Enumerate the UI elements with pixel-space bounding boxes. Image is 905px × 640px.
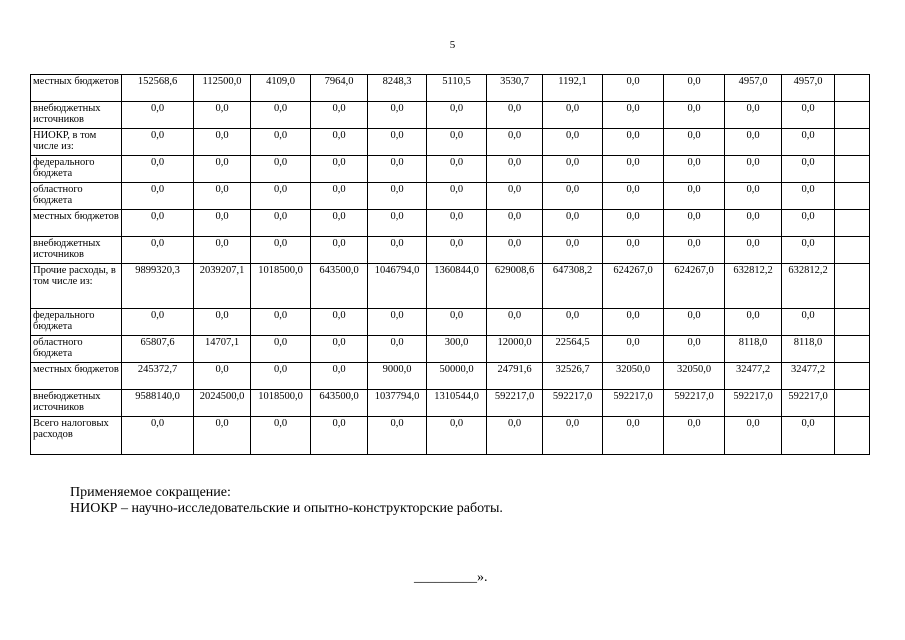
table-row: [31, 417, 870, 455]
table-cell: 0,0: [311, 156, 368, 183]
table-cell: 0,0: [664, 183, 725, 210]
table-cell: 0,0: [122, 210, 194, 237]
table-cell: 0,0: [311, 417, 368, 455]
table-cell: 0,0: [487, 309, 543, 336]
table-cell: 0,0: [251, 102, 311, 129]
table-cell: 592217,0: [603, 390, 664, 417]
table-cell: 0,0: [487, 183, 543, 210]
table-cell: 0,0: [368, 102, 427, 129]
table-row: [31, 75, 870, 102]
table-cell: 0,0: [664, 417, 725, 455]
table-row: [31, 309, 870, 336]
table-cell: 629008,6: [487, 264, 543, 309]
table-cell: 0,0: [487, 102, 543, 129]
table-cell: 0,0: [543, 156, 603, 183]
table-cell: 65807,6: [122, 336, 194, 363]
table-row: [31, 336, 870, 363]
table-cell: 624267,0: [603, 264, 664, 309]
table-cell: 24791,6: [487, 363, 543, 390]
row-label: федерального бюджета: [31, 309, 122, 336]
table-cell: 0,0: [311, 102, 368, 129]
table-cell: 0,0: [725, 210, 782, 237]
row-label: областного бюджета: [31, 183, 122, 210]
table-cell: 1360844,0: [427, 264, 487, 309]
table-cell: 0,0: [725, 417, 782, 455]
table-cell: 0,0: [664, 237, 725, 264]
table-cell: 647308,2: [543, 264, 603, 309]
empty-cell: [835, 129, 870, 156]
table-row: [31, 363, 870, 390]
table-cell: 5110,5: [427, 75, 487, 102]
table-cell: 0,0: [311, 309, 368, 336]
row-label: внебюджетных источников: [31, 102, 122, 129]
table-row: [31, 210, 870, 237]
empty-cell: [835, 237, 870, 264]
row-label: местных бюджетов: [31, 210, 122, 237]
table-cell: 9000,0: [368, 363, 427, 390]
table-cell: 1046794,0: [368, 264, 427, 309]
table-cell: 9588140,0: [122, 390, 194, 417]
empty-cell: [835, 336, 870, 363]
table-cell: 0,0: [251, 156, 311, 183]
table-cell: 2024500,0: [194, 390, 251, 417]
table-cell: 0,0: [194, 417, 251, 455]
table-cell: 0,0: [368, 309, 427, 336]
table-cell: 4109,0: [251, 75, 311, 102]
table-cell: 9899320,3: [122, 264, 194, 309]
table-cell: 592217,0: [664, 390, 725, 417]
table-cell: 632812,2: [782, 264, 835, 309]
table-cell: 0,0: [603, 102, 664, 129]
table-cell: 0,0: [603, 237, 664, 264]
table-cell: 0,0: [368, 156, 427, 183]
table-cell: 0,0: [782, 309, 835, 336]
table-cell: 0,0: [311, 336, 368, 363]
table-cell: 592217,0: [543, 390, 603, 417]
empty-cell: [835, 75, 870, 102]
table-cell: 8118,0: [782, 336, 835, 363]
table-cell: 0,0: [368, 417, 427, 455]
table-cell: 8118,0: [725, 336, 782, 363]
table-row: [31, 129, 870, 156]
table-cell: 0,0: [782, 156, 835, 183]
table-cell: 32477,2: [782, 363, 835, 390]
table-cell: 0,0: [543, 417, 603, 455]
row-label: областного бюджета: [31, 336, 122, 363]
table-cell: 0,0: [487, 129, 543, 156]
table-cell: 0,0: [782, 417, 835, 455]
table-cell: 0,0: [251, 237, 311, 264]
table-cell: 8248,3: [368, 75, 427, 102]
budget-table: [30, 74, 870, 455]
row-label: внебюджетных источников: [31, 237, 122, 264]
table-cell: 0,0: [782, 129, 835, 156]
table-cell: 0,0: [603, 75, 664, 102]
table-cell: 0,0: [603, 309, 664, 336]
table-cell: 0,0: [368, 237, 427, 264]
table-cell: 0,0: [368, 183, 427, 210]
row-label: федерального бюджета: [31, 156, 122, 183]
empty-cell: [835, 264, 870, 309]
table-cell: 0,0: [122, 102, 194, 129]
table-cell: 0,0: [427, 102, 487, 129]
empty-cell: [835, 417, 870, 455]
row-label: Прочие расходы, в том числе из:: [31, 264, 122, 309]
table-cell: 0,0: [543, 183, 603, 210]
table-cell: 300,0: [427, 336, 487, 363]
table-cell: 1192,1: [543, 75, 603, 102]
table-cell: 0,0: [427, 417, 487, 455]
table-cell: 0,0: [782, 237, 835, 264]
table-cell: 0,0: [603, 129, 664, 156]
row-label: местных бюджетов: [31, 363, 122, 390]
table-cell: 0,0: [368, 210, 427, 237]
table-cell: 0,0: [427, 237, 487, 264]
abbreviation-heading: Применяемое сокращение:: [70, 485, 231, 500]
table-cell: 0,0: [487, 417, 543, 455]
table-cell: 0,0: [311, 210, 368, 237]
table-cell: 0,0: [543, 237, 603, 264]
table-cell: 0,0: [122, 417, 194, 455]
abbreviation-text: НИОКР – научно-исследовательские и опытно-конструкторские работы.: [70, 501, 503, 516]
table-cell: 50000,0: [427, 363, 487, 390]
table-cell: 0,0: [122, 129, 194, 156]
empty-cell: [835, 156, 870, 183]
table-cell: 0,0: [664, 156, 725, 183]
table-cell: 0,0: [664, 210, 725, 237]
table-cell: 4957,0: [725, 75, 782, 102]
row-label: местных бюджетов: [31, 75, 122, 102]
table-row: [31, 156, 870, 183]
table-cell: 0,0: [311, 183, 368, 210]
table-cell: 0,0: [664, 309, 725, 336]
table-cell: 32477,2: [725, 363, 782, 390]
table-cell: 0,0: [603, 183, 664, 210]
table-cell: 0,0: [725, 156, 782, 183]
empty-cell: [835, 309, 870, 336]
table-cell: 0,0: [122, 237, 194, 264]
empty-cell: [835, 183, 870, 210]
table-cell: 643500,0: [311, 390, 368, 417]
table-cell: 7964,0: [311, 75, 368, 102]
row-label: НИОКР, в том числе из:: [31, 129, 122, 156]
table-cell: 245372,7: [122, 363, 194, 390]
table-row: [31, 183, 870, 210]
table-cell: 0,0: [251, 129, 311, 156]
table-cell: 0,0: [427, 309, 487, 336]
table-cell: 0,0: [725, 129, 782, 156]
table-cell: 1018500,0: [251, 390, 311, 417]
table-cell: 112500,0: [194, 75, 251, 102]
table-cell: 1310544,0: [427, 390, 487, 417]
table-row: [31, 102, 870, 129]
table-cell: 152568,6: [122, 75, 194, 102]
table-cell: 0,0: [782, 102, 835, 129]
table-cell: 0,0: [251, 363, 311, 390]
row-label: внебюджетных источников: [31, 390, 122, 417]
table-cell: 0,0: [603, 156, 664, 183]
table-cell: 0,0: [664, 336, 725, 363]
table-cell: 624267,0: [664, 264, 725, 309]
table-cell: 592217,0: [782, 390, 835, 417]
table-cell: 632812,2: [725, 264, 782, 309]
table-cell: 0,0: [368, 129, 427, 156]
table-cell: 0,0: [603, 417, 664, 455]
table-cell: 0,0: [194, 210, 251, 237]
table-cell: 0,0: [251, 417, 311, 455]
table-cell: 0,0: [194, 309, 251, 336]
table-cell: 0,0: [251, 210, 311, 237]
table-row: [31, 390, 870, 417]
table-cell: 0,0: [311, 129, 368, 156]
table-cell: 0,0: [543, 102, 603, 129]
table-cell: 2039207,1: [194, 264, 251, 309]
empty-cell: [835, 390, 870, 417]
table-cell: 0,0: [194, 237, 251, 264]
table-cell: 32526,7: [543, 363, 603, 390]
table-cell: 0,0: [725, 309, 782, 336]
table-cell: 0,0: [427, 156, 487, 183]
table-cell: 14707,1: [194, 336, 251, 363]
table-cell: 0,0: [122, 183, 194, 210]
table-cell: 0,0: [782, 210, 835, 237]
table-cell: 3530,7: [487, 75, 543, 102]
table-cell: 592217,0: [487, 390, 543, 417]
table-cell: 0,0: [368, 336, 427, 363]
table-cell: 0,0: [664, 102, 725, 129]
closing-line: _________».: [414, 570, 488, 585]
table-cell: 0,0: [311, 237, 368, 264]
table-cell: 0,0: [487, 237, 543, 264]
table-cell: 643500,0: [311, 264, 368, 309]
table-cell: 0,0: [487, 210, 543, 237]
table-cell: 0,0: [487, 156, 543, 183]
table-cell: 0,0: [543, 309, 603, 336]
table-cell: 1018500,0: [251, 264, 311, 309]
table-cell: 0,0: [194, 363, 251, 390]
table-cell: 0,0: [664, 129, 725, 156]
table-cell: 12000,0: [487, 336, 543, 363]
table-cell: 0,0: [194, 156, 251, 183]
table-cell: 0,0: [311, 363, 368, 390]
page-number: 5: [449, 39, 456, 51]
row-label: Всего налоговых расходов: [31, 417, 122, 455]
empty-cell: [835, 210, 870, 237]
table-cell: 32050,0: [603, 363, 664, 390]
table-cell: 0,0: [543, 210, 603, 237]
table-cell: 0,0: [427, 183, 487, 210]
table-cell: 0,0: [603, 210, 664, 237]
table-cell: 0,0: [725, 102, 782, 129]
empty-cell: [835, 363, 870, 390]
table-cell: 0,0: [725, 237, 782, 264]
table-cell: 0,0: [725, 183, 782, 210]
table-cell: 0,0: [664, 75, 725, 102]
table-cell: 1037794,0: [368, 390, 427, 417]
table-cell: 0,0: [427, 210, 487, 237]
table-cell: 4957,0: [782, 75, 835, 102]
table-cell: 32050,0: [664, 363, 725, 390]
table-cell: 0,0: [782, 183, 835, 210]
table-cell: 0,0: [122, 309, 194, 336]
table-cell: 0,0: [194, 129, 251, 156]
table-row: [31, 264, 870, 309]
table-cell: 0,0: [251, 336, 311, 363]
table-cell: 0,0: [251, 183, 311, 210]
empty-cell: [835, 102, 870, 129]
table-cell: 0,0: [603, 336, 664, 363]
table-cell: 0,0: [194, 183, 251, 210]
table-cell: 0,0: [427, 129, 487, 156]
table-cell: 592217,0: [725, 390, 782, 417]
table-cell: 0,0: [543, 129, 603, 156]
table-cell: 0,0: [122, 156, 194, 183]
table-cell: 22564,5: [543, 336, 603, 363]
table-row: [31, 237, 870, 264]
table-cell: 0,0: [251, 309, 311, 336]
table-cell: 0,0: [194, 102, 251, 129]
